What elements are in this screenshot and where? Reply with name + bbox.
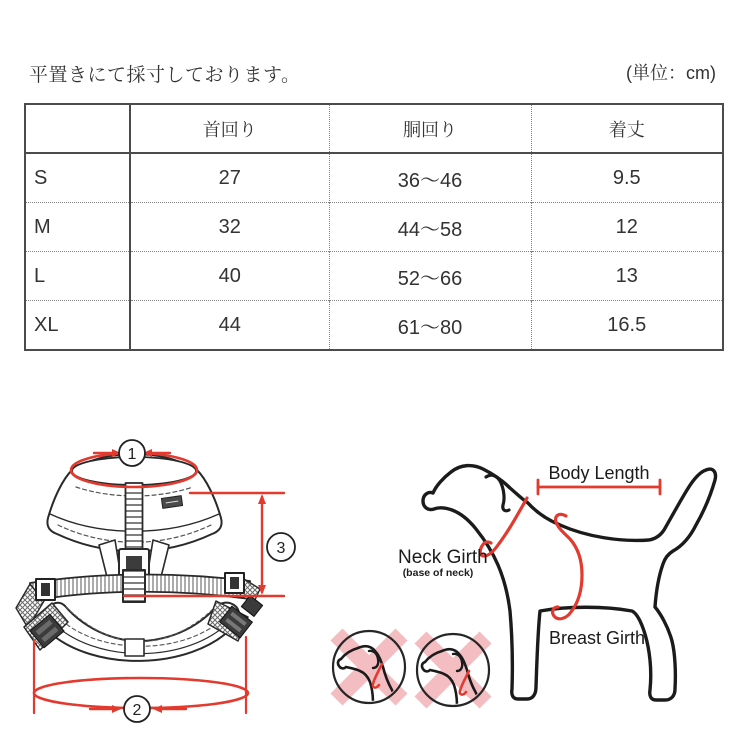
table-row-xl — [25, 301, 723, 351]
unit-note: (単位：cm) — [626, 63, 716, 83]
body-length-label: Body Length — [548, 463, 650, 483]
measurement-note: 平置きにて採寸しております。 — [29, 65, 301, 86]
size-label: S — [25, 153, 130, 203]
harness-illustration — [16, 454, 263, 661]
arrowhead — [112, 705, 121, 713]
neck-value: 40 — [130, 252, 329, 301]
size-label: L — [25, 252, 130, 301]
neck-girth-label: Neck Girth — [398, 547, 488, 568]
header-girth: 胴回り — [329, 104, 531, 153]
marker-1-label: 1 — [127, 446, 137, 463]
length-value: 16.5 — [531, 301, 723, 351]
length-value: 9.5 — [531, 153, 723, 203]
arrowhead — [153, 705, 162, 713]
size-table-header-row — [25, 104, 723, 153]
header-neck: 首回り — [130, 104, 329, 153]
size-label: XL — [25, 301, 130, 351]
girth-value: 52〜66 — [329, 252, 531, 301]
length-value: 13 — [531, 252, 723, 301]
table-row-s — [25, 153, 723, 203]
neck-value: 32 — [130, 203, 329, 252]
arrowhead — [258, 494, 266, 504]
header-length: 着丈 — [531, 104, 723, 153]
marker-2-label: 2 — [132, 702, 142, 719]
care-label — [125, 639, 144, 656]
marker-3-label: 3 — [276, 540, 286, 557]
wrong-position-icon-1 — [330, 628, 407, 705]
neck-girth-sublabel: (base of neck) — [402, 567, 474, 579]
girth-value: 44〜58 — [329, 203, 531, 252]
slider-right-bar — [230, 577, 239, 589]
girth-value: 61〜80 — [329, 301, 531, 351]
size-label: M — [25, 203, 130, 252]
breast-girth-label: Breast Girth — [549, 628, 646, 648]
measurement-diagram — [0, 420, 740, 740]
neck-value: 27 — [130, 153, 329, 203]
table-row-l — [25, 252, 723, 301]
slider-left-bar — [41, 583, 50, 596]
size-table — [24, 103, 724, 351]
brand-tag — [161, 496, 182, 509]
center-buckle-bar — [126, 556, 142, 569]
girth-value: 36〜46 — [329, 153, 531, 203]
dog-ear — [486, 475, 509, 511]
header-blank — [25, 104, 130, 153]
table-row-m — [25, 203, 723, 252]
length-value: 12 — [531, 203, 723, 252]
wrong-position-icon-2 — [414, 631, 491, 708]
neck-value: 44 — [130, 301, 329, 351]
